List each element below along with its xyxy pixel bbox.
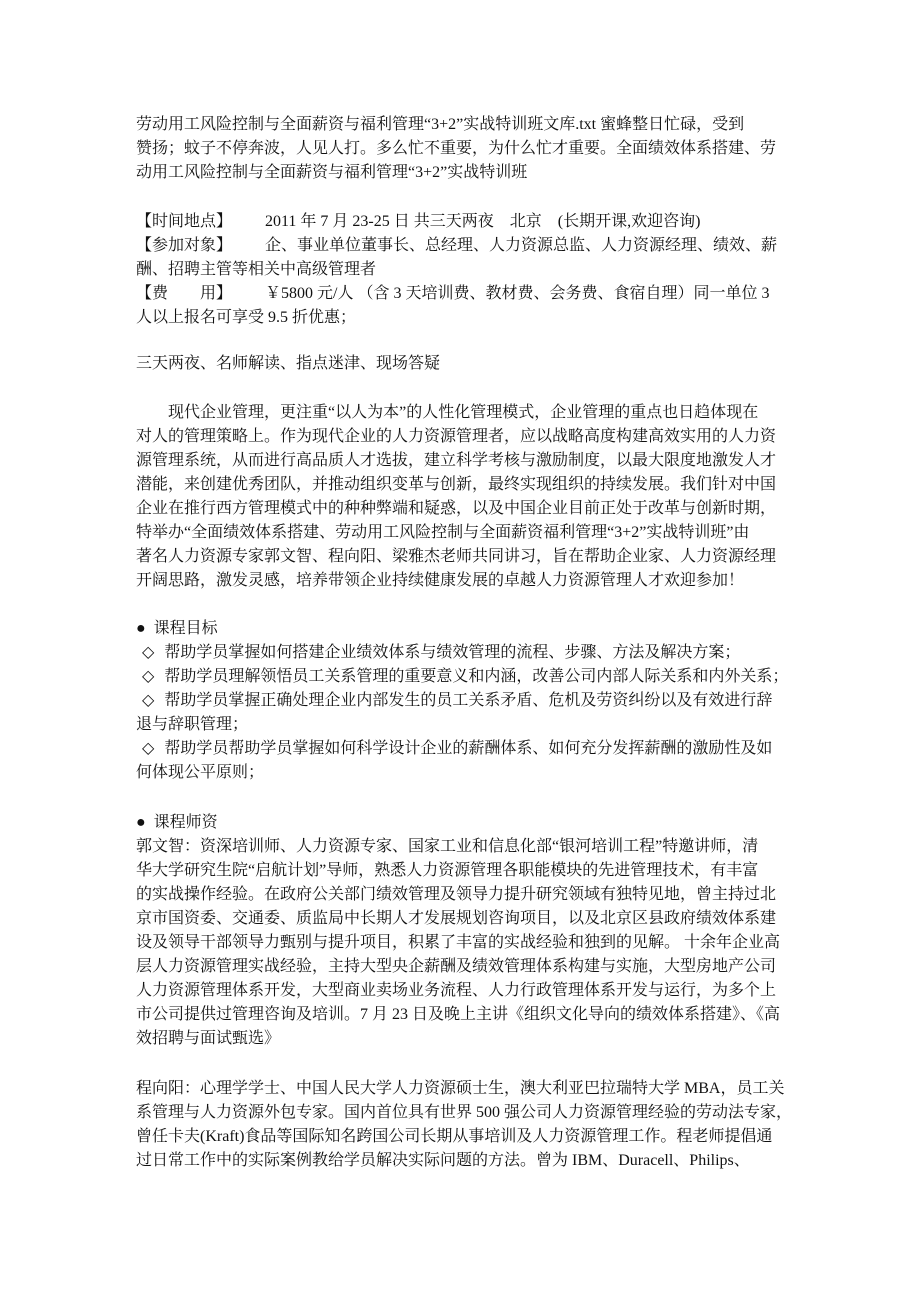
text-line: 华大学研究生院“启航计划”导师，熟悉人力资源管理各职能模块的先进管理技术，有丰富	[136, 862, 759, 879]
objectives-heading: 课程目标	[153, 620, 218, 637]
fee-value: ￥5800 元/人 （含 3 天培训费、教材费、会务费、食宿自理）同一单位 3	[265, 285, 770, 302]
text-line: 程向阳：心理学学士、中国人民大学人力资源硕士生，澳大利亚巴拉瑞特大学 MBA，员工关	[136, 1080, 785, 1097]
text-line: 赞扬；蚊子不停奔波，人见人打。多么忙不重要，为什么忙才重要。全面绩效体系搭建、劳	[136, 140, 777, 157]
audience-value: 企、事业单位董事长、总经理、人力资源总监、人力资源经理、绩效、薪	[265, 237, 778, 254]
bullet-icon: ●	[136, 814, 146, 831]
audience-label: 【参加对象】	[136, 237, 233, 254]
text-line: 开阔思路，激发灵感，培养带领企业持续健康发展的卓越人力资源管理人才欢迎参加！	[136, 572, 745, 589]
text-line: 源管理系统，从而进行高品质人才选拔，建立科学考核与激励制度，以最大限度地激发人才	[136, 452, 777, 469]
diamond-icon: ◇	[142, 668, 155, 685]
text-line: 劳动用工风险控制与全面薪资与福利管理“3+2”实战特训班文库.txt 蜜蜂整日忙碌，受到	[136, 116, 745, 133]
objective-item: 帮助学员掌握如何搭建企业绩效体系与绩效管理的流程、步骤、方法及解决方案；	[164, 644, 741, 661]
faculty-section	[136, 811, 796, 1051]
guo-bio	[136, 835, 796, 1051]
text-line: 动用工风险控制与全面薪资与福利管理“3+2”实战特训班	[136, 164, 528, 181]
objective-item-cont: 何体现公平原则；	[136, 764, 265, 781]
text-line: 设及领导干部领导力甄别与提升项目，积累了丰富的实战经验和独到的见解。 十余年企业高	[136, 934, 781, 951]
text-line: 曾任卡夫(Kraft)食品等国际知名跨国公司长期从事培训及人力资源管理工作。程老师提倡通	[136, 1128, 773, 1145]
objective-item: 帮助学员帮助学员掌握如何科学设计企业的薪酬体系、如何充分发挥薪酬的激励性及如	[164, 740, 773, 757]
text-line: 层人力资源管理实战经验，主持大型央企薪酬及绩效管理体系构建与实施，大型房地产公司	[136, 958, 777, 975]
document-title-paragraph	[136, 113, 796, 185]
time-value: 2011 年 7 月 23-25 日 共三天两夜 北京 (长期开课,欢迎咨询)	[265, 213, 701, 230]
time-label: 【时间地点】	[136, 213, 233, 230]
fee-label: 【费 用】	[136, 285, 233, 302]
text-line: 企业在推行西方管理模式中的种种弊端和疑惑，以及中国企业目前正处于改革与创新时期，	[136, 500, 777, 517]
objective-item: 帮助学员理解领悟员工关系管理的重要意义和内涵，改善公司内部人际关系和内外关系；	[164, 668, 789, 685]
audience-cont: 酬、招聘主管等相关中高级管理者	[136, 261, 377, 278]
text-line: 现代企业管理，更注重“以人为本”的人性化管理模式，企业管理的重点也日趋体现在	[168, 404, 759, 421]
text-line: 京市国资委、交通委、质监局中长期人才发展规划咨询项目，以及北京区县政府绩效体系建	[136, 910, 777, 927]
text-line: 效招聘与面试甄选》	[136, 1030, 281, 1047]
diamond-icon: ◇	[142, 692, 155, 709]
objectives-section	[136, 617, 796, 785]
diamond-icon: ◇	[142, 644, 155, 661]
diamond-icon: ◇	[142, 740, 155, 757]
text-line: 对人的管理策略上。作为现代企业的人力资源管理者，应以战略高度构建高效实用的人力资	[136, 428, 777, 445]
text-line: 过日常工作中的实际案例教给学员解决实际问题的方法。曾为 IBM、Duracell、Philips、	[136, 1152, 750, 1169]
faculty-heading: 课程师资	[153, 814, 218, 831]
text-line: 系管理与人力资源外包专家。国内首位具有世界 500 强公司人力资源管理经验的劳动法专家，	[136, 1104, 793, 1121]
bullet-icon: ●	[136, 620, 146, 637]
objective-item-cont: 退与辞职管理；	[136, 716, 249, 733]
text-line: 郭文智：资深培训师、人力资源专家、国家工业和信息化部“银河培训工程”特邀讲师，清	[136, 838, 759, 855]
text-line: 的实战操作经验。在政府公关部门绩效管理及领导力提升研究领域有独特见地，曾主持过北	[136, 886, 777, 903]
intro-paragraph	[136, 401, 796, 593]
text-line: 潜能，来创建优秀团队，并推动组织变革与创新，最终实现组织的持续发展。我们针对中国	[136, 476, 777, 493]
objective-item: 帮助学员掌握正确处理企业内部发生的员工关系矛盾、危机及劳资纠纷以及有效进行辞	[164, 692, 773, 709]
text-line: 特举办“全面绩效体系搭建、劳动用工风险控制与全面薪资福利管理“3+2”实战特训班”由	[136, 524, 750, 541]
tagline: 三天两夜、名师解读、指点迷津、现场答疑	[136, 355, 441, 372]
text-line: 人力资源管理体系开发，大型商业卖场业务流程、人力行政管理体系开发与运行，为多个上	[136, 982, 777, 999]
text-line: 著名人力资源专家郭文智、程向阳、梁雅杰老师共同讲习，旨在帮助企业家、人力资源经理	[136, 548, 777, 565]
fee-cont: 人以上报名可享受 9.5 折优惠；	[136, 309, 357, 326]
course-info	[136, 210, 796, 330]
text-line: 市公司提供过管理咨询及培训。7 月 23 日及晚上主讲《组织文化导向的绩效体系搭建》、《高	[136, 1006, 781, 1023]
cheng-bio	[136, 1077, 796, 1173]
